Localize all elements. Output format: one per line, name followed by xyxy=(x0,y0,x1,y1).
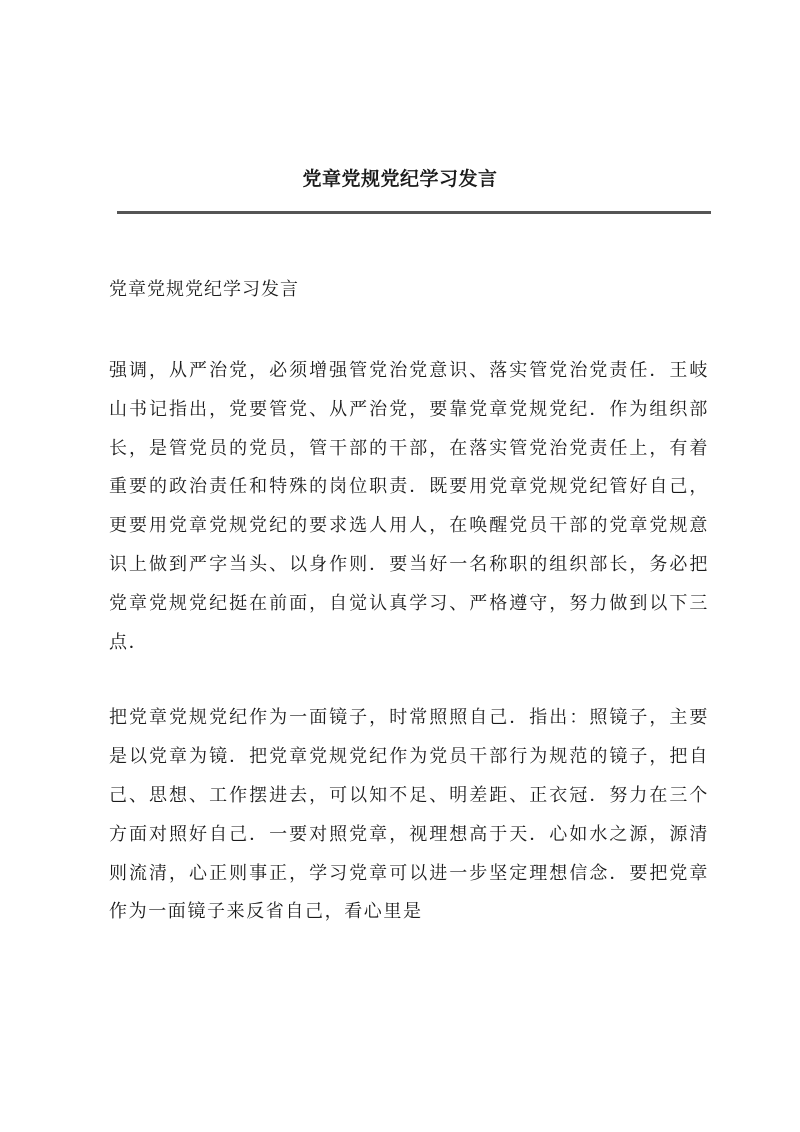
page-title: 党章党规党纪学习发言 xyxy=(302,168,498,190)
document-body xyxy=(109,270,709,969)
title-divider xyxy=(117,211,711,214)
document-subtitle: 党章党规党纪学习发言 xyxy=(109,279,299,300)
body-paragraph: 把党章党规党纪作为一面镜子，时常照照自己．指出：照镜子，主要是以党章为镜．把党章党规党纪作为党员干部行为规范的镜子，把自己、思想、工作摆进去，可以知不足、明差距、正衣冠．努力在三个方面对照好自己．一要对照党章，视理想高于天．心如水之源，源清则流清，心正则事正，学习党章可以进一步坚定理想信念．要把党章作为一面镜子来反省自己，看心里是 xyxy=(109,707,709,923)
body-paragraph: 强调，从严治党，必须增强管党治党意识、落实管党治党责任．王岐山书记指出，党要管党、从严治党，要靠党章党规党纪．作为组织部长，是管党员的党员，管干部的干部，在落实管党治党责任上，有着重要的政治责任和特殊的岗位职责．既要用党章党规党纪管好自己，更要用党章党规党纪的要求选人用人，在唤醒党员干部的党章党规意识上做到严字当头、以身作则．要当好一名称职的组织部长，务必把党章党规党纪挺在前面，自觉认真学习、严格遵守，努力做到以下三点． xyxy=(109,360,709,653)
